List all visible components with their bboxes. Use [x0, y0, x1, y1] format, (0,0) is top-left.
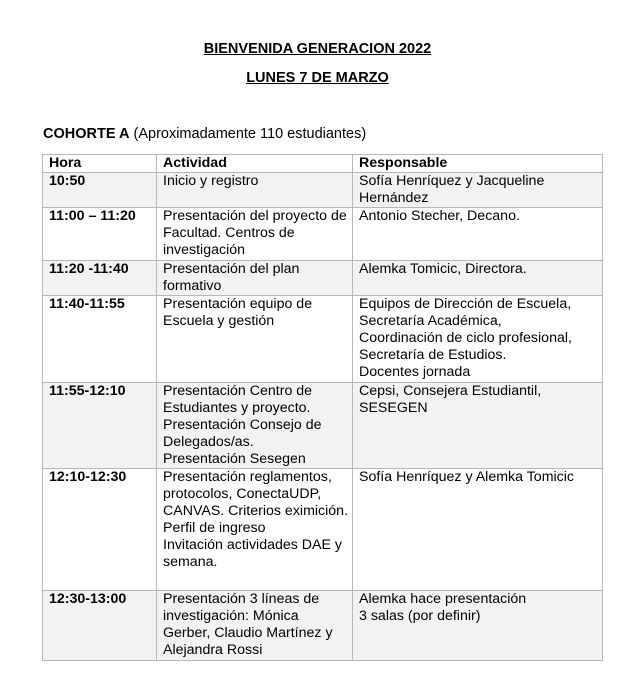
cell-hora: 11:20 -11:40	[43, 261, 157, 296]
cell-responsable: Cepsi, Consejera Estudiantil, SESEGEN	[353, 383, 603, 469]
cell-responsable: Alemka Tomicic, Directora.	[353, 261, 603, 296]
cell-hora: 11:55-12:10	[43, 383, 157, 469]
table-header-row	[43, 155, 603, 173]
table-row	[43, 469, 603, 591]
cell-actividad: Inicio y registro	[157, 173, 353, 208]
cohort-heading	[43, 126, 366, 143]
document-title: BIENVENIDA GENERACION 2022	[203, 41, 432, 57]
cell-responsable: Equipos de Dirección de Escuela, Secretaría Académica, Coordinación de ciclo profesional, Secretaría de Estudios. Docentes jornada	[353, 296, 603, 383]
cell-hora: 11:40-11:55	[43, 296, 157, 383]
cell-actividad: Presentación equipo de Escuela y gestión	[157, 296, 353, 383]
cell-hora: 10:50	[43, 173, 157, 208]
cell-actividad: Presentación del proyecto de Facultad. Centros de investigación	[157, 208, 353, 261]
document-date: LUNES 7 DE MARZO	[246, 70, 389, 86]
cohort-label: COHORTE A	[43, 126, 130, 142]
table-row	[43, 261, 603, 296]
schedule-table	[42, 154, 603, 661]
cell-hora: 12:10-12:30	[43, 469, 157, 591]
cell-hora: 12:30-13:00	[43, 591, 157, 661]
cell-actividad: Presentación reglamentos, protocolos, ConectaUDP, CANVAS. Criterios eximición. Perfil de ingreso Invitación actividades DAE y semana.	[157, 469, 353, 591]
table-row	[43, 173, 603, 208]
cell-responsable: Antonio Stecher, Decano.	[353, 208, 603, 261]
column-header-actividad: Actividad	[157, 155, 353, 173]
cell-actividad: Presentación del plan formativo	[157, 261, 353, 296]
cell-responsable: Sofía Henríquez y Alemka Tomicic	[353, 469, 603, 591]
cell-responsable: Alemka hace presentación 3 salas (por definir)	[353, 591, 603, 661]
cell-actividad: Presentación Centro de Estudiantes y proyecto. Presentación Consejo de Delegados/as. Presentación Sesegen	[157, 383, 353, 469]
cohort-note: (Aproximadamente 110 estudiantes)	[133, 126, 367, 142]
table-row	[43, 208, 603, 261]
table-row	[43, 296, 603, 383]
cell-actividad: Presentación 3 líneas de investigación: Mónica Gerber, Claudio Martínez y Alejandra Rossi	[157, 591, 353, 661]
cell-responsable: Sofía Henríquez y Jacqueline Hernández	[353, 173, 603, 208]
table-row	[43, 591, 603, 661]
column-header-hora: Hora	[43, 155, 157, 173]
table-row	[43, 383, 603, 469]
column-header-responsable: Responsable	[353, 155, 603, 173]
cell-hora: 11:00 – 11:20	[43, 208, 157, 261]
